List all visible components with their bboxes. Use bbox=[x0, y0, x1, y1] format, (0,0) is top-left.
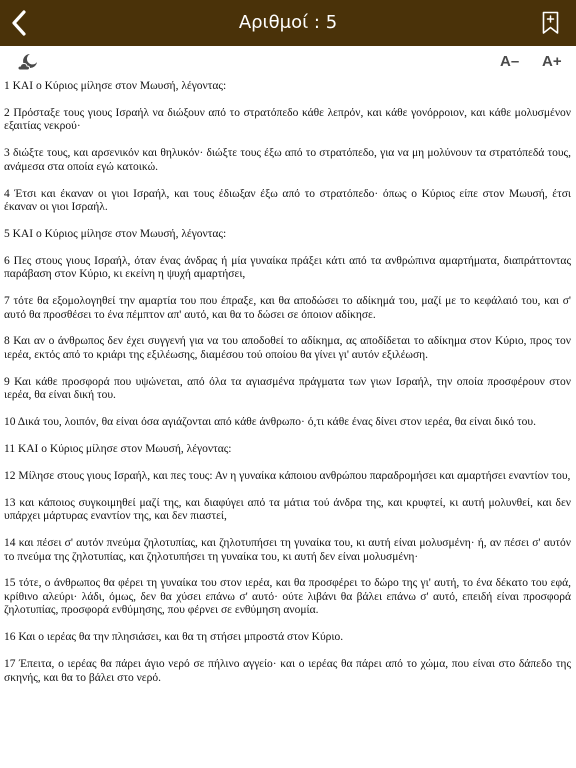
decrease-font-button[interactable]: A– bbox=[500, 53, 520, 70]
verse: 12 Μίλησε στους γιους Ισραήλ, και πες τους: Αν η γυναίκα κάποιου ανθρώπου παραδρομήσει και αμαρτήσει εναντίον του, bbox=[4, 469, 571, 482]
verse: 9 Και κάθε προσφορά που υψώνεται, από όλα τα αγιασμένα πράγματα των γιων Ισραήλ, την οποία προσφέρουν στον ιερέα, θα είναι δική του. bbox=[4, 375, 571, 402]
verse: 6 Πες στους γιους Ισραήλ, όταν ένας άνδρας ή μία γυναίκα πράξει κάτι από τα ανθρώπινα αμαρτήματα, διαπράττοντας παράβαση στον Κύριο, κι εκείνη η ψυχή αμαρτήσει, bbox=[4, 254, 571, 281]
navigation-bar bbox=[0, 0, 576, 46]
moon-cloud-icon[interactable] bbox=[17, 52, 39, 72]
verse: 7 τότε θα εξομολογηθεί την αμαρτία του που έπραξε, και θα αποδώσει το αδίκημά του, μαζί με το κεφάλαιό του, και σ' αυτό θα προσθέσει το ένα πέμπτον απ' αυτό, και θα το δώσει σε όποιον αδίκησε. bbox=[4, 295, 571, 321]
increase-font-button[interactable]: A+ bbox=[542, 53, 562, 70]
verse: 8 Και αν ο άνθρωπος δεν έχει συγγενή για να του αποδοθεί το αδίκημα, ας αποδίδεται το αδίκημα στον Κύριο, προς τον ιερέα, εκτός από το κριάρι της εξιλέωσης, διαμέσου τού οποίου θα γίνει γι' αυτόν εξιλέωση. bbox=[4, 335, 571, 362]
verse: 3 διώξτε τους, και αρσενικόν και θηλυκόν· διώξτε τους έξω από το στρατόπεδο, για να μη μολύνουν τα στρατόπεδά τους, ανάμεσα στα οποία εγώ κατοικώ. bbox=[4, 147, 571, 173]
verse: 10 Δικά του, λοιπόν, θα είναι όσα αγιάζονται από κάθε άνθρωπο· ό,τι κάθε ένας δίνει στον ιερέα, θα είναι δικό του. bbox=[4, 416, 536, 429]
chapter-text bbox=[4, 80, 571, 698]
verse: 11 ΚΑΙ ο Κύριος μίλησε στον Μωυσή, λέγοντας: bbox=[4, 442, 232, 455]
verse: 15 τότε, ο άνθρωπος θα φέρει τη γυναίκα του στον ιερέα, και θα προσφέρει το δώρο της γι' αυτή, το ένα δέκατο του εφά, κρίθινο αλεύρι· λάδι, όμως, δεν θα χύσει επάνω σ' αυτό· ούτε λιβάνι θα βάλει επάνω σ' αυτό, επειδή είναι προσφορά ζηλοτυπίας, προσφορά ενθύμησης, που φέρνει σε ενθύμηση ανομία. bbox=[4, 577, 571, 617]
page-title: Αριθμοί : 5 bbox=[238, 12, 338, 33]
bookmark-add-icon[interactable] bbox=[542, 11, 559, 35]
verse: 13 και κάποιος συγκοιμηθεί μαζί της, και διαφύγει από τα μάτια τού άνδρα της, και κρυφτεί, κι αυτή μολυνθεί, και δεν υπάρχει μάρτυρας εναντίον της, και δεν πιαστεί, bbox=[4, 496, 571, 523]
verse: 14 και πέσει σ' αυτόν πνεύμα ζηλοτυπίας, και ζηλοτυπήσει τη γυναίκα του, κι αυτή είναι μολυσμένη· ή, αν πέσει σ' αυτόν το πνεύμα της ζηλοτυπίας, και ζηλοτυπήσει τη γυναίκα του, κι αυτή δεν είναι μολυσμένη· bbox=[4, 536, 571, 563]
verse: 16 Και ο ιερέας θα την πλησιάσει, και θα τη στήσει μπροστά στον Κύριο. bbox=[4, 631, 344, 644]
verse: 4 Έτσι και έκαναν οι γιοι Ισραήλ, και τους έδιωξαν έξω από το στρατόπεδο· όπως ο Κύριος είπε στον Μωυσή, έτσι έκαναν οι γιοι Ισραήλ. bbox=[4, 187, 571, 214]
verse: 1 ΚΑΙ ο Κύριος μίλησε στον Μωυσή, λέγοντας: bbox=[4, 80, 227, 92]
verse: 17 Έπειτα, ο ιερέας θα πάρει άγιο νερό σε πήλινο αγγείο· και ο ιερέας θα πάρει από το χώμα, που είναι στο δάπεδο της σκηνής, και θα το βάλει στο νερό. bbox=[4, 658, 571, 684]
reading-toolbar bbox=[0, 46, 576, 78]
verse: 5 ΚΑΙ ο Κύριος μίλησε στον Μωυσή, λέγοντας: bbox=[4, 227, 227, 240]
verse: 2 Πρόσταξε τους γιους Ισραήλ να διώξουν από το στρατόπεδο κάθε λεπρόν, και κάθε γονόρροιον, και κάθε μολυσμένον εξαιτίας νεκρού· bbox=[4, 106, 571, 133]
